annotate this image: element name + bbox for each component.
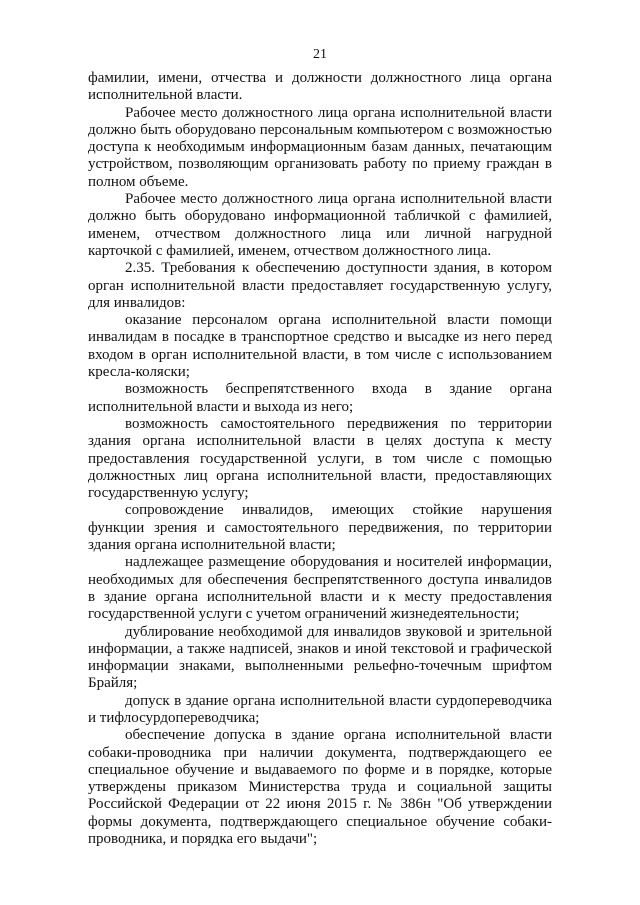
list-item-independent-movement: возможность самостоятельного передвижения по территории здания органа исполнительной власти в целях доступа к месту предоставления государственной услуги, в том числе с помощью должностных лиц органа исполнительной власти, предоставляющих государственную услугу; xyxy=(88,415,552,502)
paragraph-workplace-computer: Рабочее место должностного лица органа исполнительной власти должно быть оборудовано персональным компьютером с возможностью доступа к необходимым информационным базам данных, печатающим устройством, позволяющим организовать работу по приему граждан в полном объеме. xyxy=(88,104,552,190)
list-item-duplication-braille: дублирование необходимой для инвалидов звуковой и зрительной информации, а также надписей, знаков и иной текстовой и графической информации знаками, выполненными рельефно-точечным шрифтом Брайля; xyxy=(88,623,552,692)
paragraph-continuation: фамилии, имени, отчества и должности должностного лица органа исполнительной власти. xyxy=(88,70,552,104)
page-number: 21 xyxy=(313,47,327,62)
list-item-escort: сопровождение инвалидов, имеющих стойкие нарушения функции зрения и самостоятельного передвижения, по территории здания органа исполнительной власти; xyxy=(88,502,552,554)
list-item-sign-interpreter: допуск в здание органа исполнительной власти сурдопереводчика и тифлосурдопереводчика; xyxy=(88,692,552,726)
list-item-free-entry: возможность беспрепятственного входа в здание органа исполнительной власти и выхода из него; xyxy=(88,381,552,415)
paragraph-section-2-35: 2.35. Требования к обеспечению доступности здания, в котором орган исполнительной власти предоставляет государственную услугу, для инвалидов: xyxy=(88,260,552,311)
list-item-assistance-boarding: оказание персоналом органа исполнительной власти помощи инвалидам в посадке в транспортное средство и высадке из него перед входом в орган исполнительной власти, в том числе с использованием кресла-коляски; xyxy=(88,312,552,381)
document-body xyxy=(88,70,552,848)
list-item-guide-dog: обеспечение допуска в здание органа исполнительной власти собаки-проводника при наличии документа, подтверждающего ее специальное обучение и выдаваемого по форме и в порядке, которые утверждены приказом Министерства труда и социальной защиты Российской Федерации от 22 июня 2015 г. № 386н "Об утверждении формы документа, подтверждающего специальное обучение собаки-проводника, и порядка его выдачи"; xyxy=(88,727,552,848)
list-item-equipment-placement: надлежащее размещение оборудования и носителей информации, необходимых для обеспечения беспрепятственного доступа инвалидов в здание органа исполнительной власти и к месту предоставления государственной услуги с учетом ограничений жизнедеятельности; xyxy=(88,554,552,623)
paragraph-workplace-nameplate: Рабочее место должностного лица органа исполнительной власти должно быть оборудовано информационной табличкой с фамилией, именем, отчеством должностного лица или личной нагрудной карточкой с фамилией, именем, отчеством должностного лица. xyxy=(88,191,552,259)
